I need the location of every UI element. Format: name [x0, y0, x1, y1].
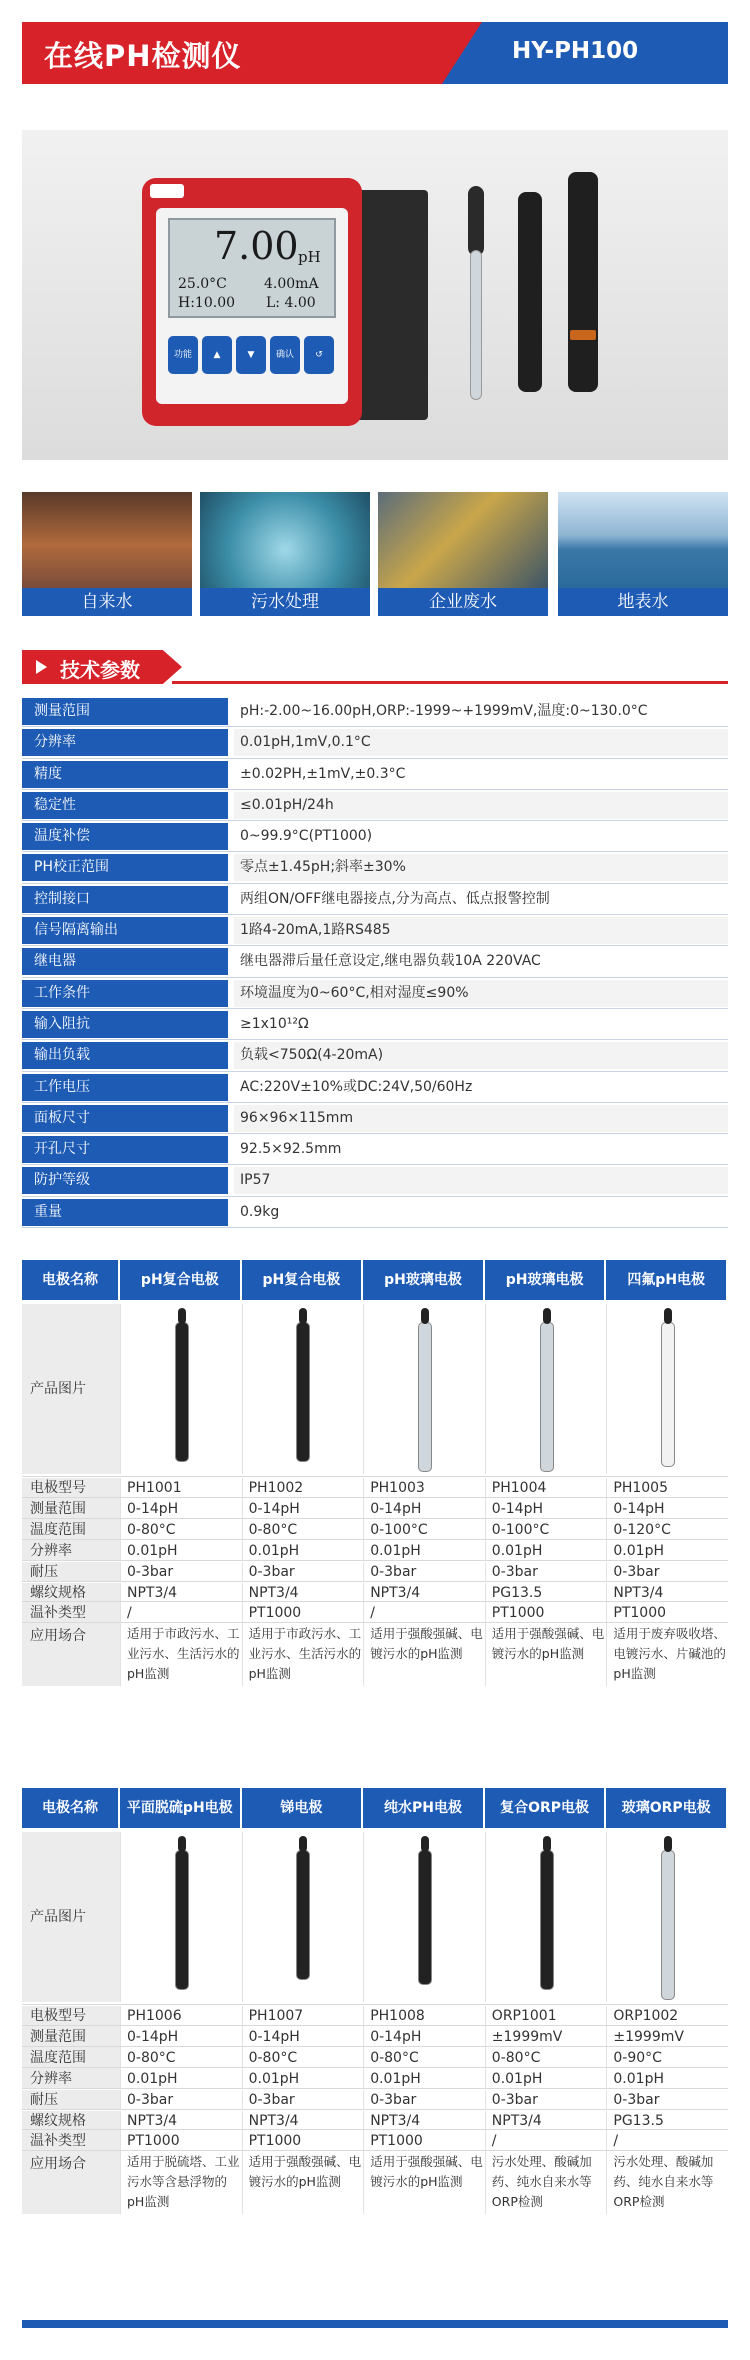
row-value: 0.01pH — [606, 1541, 728, 1562]
product-hero-image — [22, 130, 728, 460]
electrode-cable — [178, 1308, 186, 1324]
brand-logo — [150, 184, 184, 198]
row-value: NPT3/4 — [242, 1583, 364, 1604]
lcd-temperature: 25.0°C — [178, 276, 227, 292]
row-key: 螺纹规格 — [22, 2111, 120, 2132]
section-underline — [172, 681, 728, 684]
row-value: PT1000 — [242, 2131, 364, 2152]
section-title: 技术参数 — [60, 658, 140, 682]
row-value: 适用于强酸强碱、电镀污水的pH监测 — [242, 2152, 364, 2214]
row-divider — [22, 2025, 728, 2026]
row-value: / — [606, 2131, 728, 2152]
spec-key: 工作电压 — [22, 1074, 228, 1101]
section-header — [22, 650, 728, 684]
row-divider — [22, 2129, 728, 2130]
meter-confirm-button: 确认 — [270, 336, 300, 374]
row-value: ORP1002 — [606, 2006, 728, 2027]
row-divider — [22, 2004, 728, 2005]
electrode-image — [120, 1304, 242, 1474]
bottom-bar — [22, 2320, 728, 2328]
row-value: / — [363, 1603, 485, 1624]
probe-1-glass — [470, 250, 482, 400]
row-value: 0-100°C — [485, 1520, 607, 1541]
spec-value: 零点±1.45pH;斜率±30% — [240, 859, 406, 876]
row-value: 0-3bar — [242, 1562, 364, 1583]
row-value: PT1000 — [120, 2131, 242, 2152]
electrode-body — [175, 1850, 189, 1990]
row-value: PH1004 — [485, 1478, 607, 1499]
app-wastewater — [200, 492, 370, 616]
row-value: 污水处理、酸碱加药、纯水自来水等ORP检测 — [606, 2152, 728, 2214]
row-divider — [22, 1539, 728, 1540]
row-value: ±1999mV — [485, 2027, 607, 2048]
app-industrial-wastewater — [378, 492, 548, 616]
row-value: 0-80°C — [242, 2048, 364, 2069]
row-value: 适用于市政污水、工业污水、生活污水的pH监测 — [120, 1624, 242, 1686]
spec-row — [22, 978, 728, 1009]
spec-value: 92.5×92.5mm — [240, 1141, 342, 1158]
row-value: 0-3bar — [606, 2090, 728, 2111]
spec-row — [22, 696, 728, 727]
row-value: 0.01pH — [363, 2069, 485, 2090]
image-row-label: 产品图片 — [22, 1304, 120, 1474]
row-value: 0-120°C — [606, 1520, 728, 1541]
row-value: 0-3bar — [363, 2090, 485, 2111]
row-value: PT1000 — [485, 1603, 607, 1624]
electrode-image — [606, 1832, 728, 2002]
spec-key: 输入阻抗 — [22, 1011, 228, 1038]
row-divider — [22, 2109, 728, 2110]
electrode-body — [661, 1850, 675, 2000]
row-value: NPT3/4 — [485, 2111, 607, 2132]
spec-value: 96×96×115mm — [240, 1109, 354, 1126]
row-value: 0-14pH — [242, 2027, 364, 2048]
app-surface-water — [558, 492, 728, 616]
spec-row — [22, 1134, 728, 1165]
surface-water-image — [558, 492, 728, 588]
electrode-name: 纯水PH电极 — [363, 1788, 483, 1828]
spec-value: 0.9kg — [240, 1203, 280, 1220]
row-value: 0.01pH — [120, 2069, 242, 2090]
row-key: 温补类型 — [22, 2131, 120, 2152]
row-value: 0.01pH — [242, 2069, 364, 2090]
electrode-name: 锑电极 — [242, 1788, 362, 1828]
image-row-label: 产品图片 — [22, 1832, 120, 2002]
electrode-cable — [543, 1308, 551, 1324]
spec-row — [22, 852, 728, 883]
row-key: 电极型号 — [22, 1478, 120, 1499]
row-value: 0.01pH — [485, 2069, 607, 2090]
row-divider — [22, 1497, 728, 1498]
spec-key: PH校正范围 — [22, 854, 228, 881]
tap-water-image — [22, 492, 192, 588]
spec-row — [22, 1165, 728, 1196]
electrode-cable — [299, 1836, 307, 1852]
row-value: NPT3/4 — [242, 2111, 364, 2132]
spec-value: IP57 — [240, 1172, 271, 1189]
row-divider — [22, 2088, 728, 2089]
lcd-unit: pH — [298, 248, 321, 266]
row-value: NPT3/4 — [606, 1583, 728, 1604]
electrode-body — [296, 1850, 310, 1980]
row-value: 0-14pH — [606, 1499, 728, 1520]
wastewater-image — [200, 492, 370, 588]
row-value: 0.01pH — [606, 2069, 728, 2090]
electrode-body — [296, 1322, 310, 1462]
row-value: 污水处理、酸碱加药、纯水自来水等ORP检测 — [485, 2152, 607, 2214]
electrode-cable — [664, 1836, 672, 1852]
row-value: NPT3/4 — [363, 1583, 485, 1604]
row-value: 适用于强酸强碱、电镀污水的pH监测 — [485, 1624, 607, 1686]
row-value: 0-3bar — [120, 2090, 242, 2111]
electrode-image — [242, 1304, 364, 1474]
row-background — [234, 1167, 728, 1194]
play-arrow-icon — [36, 660, 47, 674]
spec-value: ≥1x10¹²Ω — [240, 1015, 309, 1032]
row-value: 0-14pH — [363, 1499, 485, 1520]
row-key: 应用场合 — [22, 1624, 120, 1686]
row-value: PT1000 — [242, 1603, 364, 1624]
row-value: 适用于废弃吸收塔、电镀污水、片碱池的pH监测 — [606, 1624, 728, 1686]
row-value: 0-3bar — [363, 1562, 485, 1583]
row-value: PH1001 — [120, 1478, 242, 1499]
electrode-cable — [664, 1308, 672, 1324]
probe-3 — [568, 172, 598, 392]
spec-key: 测量范围 — [22, 698, 228, 725]
lcd-main-value: 7.00 — [214, 224, 299, 268]
row-value: PH1006 — [120, 2006, 242, 2027]
spec-key: 重量 — [22, 1199, 228, 1226]
row-key: 温补类型 — [22, 1603, 120, 1624]
spec-value: 继电器滞后量任意设定,继电器负载10A 220VAC — [240, 953, 541, 970]
spec-row — [22, 727, 728, 758]
meter-function-button: 功能 — [168, 336, 198, 374]
row-divider — [22, 2150, 728, 2151]
probe-1-cap — [468, 186, 484, 256]
spec-key: 输出负载 — [22, 1042, 228, 1069]
spec-row — [22, 790, 728, 821]
spec-row — [22, 1072, 728, 1103]
row-value: PH1005 — [606, 1478, 728, 1499]
spec-value: 0.01pH,1mV,0.1°C — [240, 734, 371, 751]
electrode-cable — [421, 1836, 429, 1852]
row-value: 0.01pH — [485, 1541, 607, 1562]
probe-2 — [518, 192, 542, 392]
electrode-image — [606, 1304, 728, 1474]
meter-face — [156, 208, 348, 404]
title-banner — [22, 22, 728, 84]
electrode-name: pH复合电极 — [242, 1260, 362, 1300]
meter-up-button: ▲ — [202, 336, 232, 374]
application-scenes — [22, 492, 728, 616]
row-value: NPT3/4 — [120, 2111, 242, 2132]
industrial-image — [378, 492, 548, 588]
spec-key: 温度补偿 — [22, 823, 228, 850]
row-key: 电极型号 — [22, 2006, 120, 2027]
row-value: 0-14pH — [120, 2027, 242, 2048]
row-value: 0.01pH — [120, 1541, 242, 1562]
electrode-image — [120, 1832, 242, 2002]
row-value: 0-3bar — [485, 1562, 607, 1583]
electrode-name: 玻璃ORP电极 — [606, 1788, 726, 1828]
row-value: 0-3bar — [242, 2090, 364, 2111]
row-value: 适用于脱硫塔、工业污水等含悬浮物的pH监测 — [120, 2152, 242, 2214]
spec-row — [22, 821, 728, 852]
row-value: 0-90°C — [606, 2048, 728, 2069]
electrode-image — [363, 1304, 485, 1474]
row-value: ORP1001 — [485, 2006, 607, 2027]
row-value: 适用于强酸强碱、电镀污水的pH监测 — [363, 1624, 485, 1686]
electrode-body — [540, 1850, 554, 1990]
row-key: 温度范围 — [22, 1520, 120, 1541]
lcd-low-limit: L: 4.00 — [266, 295, 316, 311]
spec-row — [22, 1103, 728, 1134]
row-value: PH1008 — [363, 2006, 485, 2027]
spec-key: 信号隔离输出 — [22, 917, 228, 944]
header-label: 电极名称 — [22, 1788, 118, 1828]
spec-value: 环境温度为0~60°C,相对湿度≤90% — [240, 984, 469, 1001]
spec-value: ±0.02PH,±1mV,±0.3°C — [240, 765, 406, 782]
electrode-name: 复合ORP电极 — [485, 1788, 605, 1828]
spec-key: 面板尺寸 — [22, 1105, 228, 1132]
row-key: 螺纹规格 — [22, 1583, 120, 1604]
electrode-image — [485, 1304, 607, 1474]
row-value: PG13.5 — [485, 1583, 607, 1604]
row-key: 测量范围 — [22, 2027, 120, 2048]
spec-value: 1路4-20mA,1路RS485 — [240, 922, 391, 939]
spec-key: 工作条件 — [22, 980, 228, 1007]
spec-value: pH:-2.00~16.00pH,ORP:-1999~+1999mV,温度:0~130.0°C — [240, 703, 648, 719]
lcd-display — [168, 218, 336, 318]
row-value: PH1007 — [242, 2006, 364, 2027]
electrode-table-2 — [22, 1788, 728, 2313]
row-value: 0-80°C — [120, 2048, 242, 2069]
row-value: 适用于市政污水、工业污水、生活污水的pH监测 — [242, 1624, 364, 1686]
row-value: 0-3bar — [606, 1562, 728, 1583]
spec-row — [22, 915, 728, 946]
spec-row — [22, 1009, 728, 1040]
electrode-image — [363, 1832, 485, 2002]
spec-row — [22, 884, 728, 915]
ph-meter — [142, 178, 362, 426]
row-divider — [22, 2046, 728, 2047]
row-key: 测量范围 — [22, 1499, 120, 1520]
row-value: NPT3/4 — [120, 1583, 242, 1604]
row-value: ±1999mV — [606, 2027, 728, 2048]
meter-down-button: ▼ — [236, 336, 266, 374]
spec-row — [22, 1040, 728, 1071]
probe-3-ring — [570, 330, 596, 340]
page-title: 在线PH检测仪 — [44, 39, 242, 73]
row-value: NPT3/4 — [363, 2111, 485, 2132]
spec-table — [22, 696, 728, 1228]
electrode-cable — [178, 1836, 186, 1852]
row-divider — [22, 1560, 728, 1561]
electrode-body — [175, 1322, 189, 1462]
spec-key: 稳定性 — [22, 792, 228, 819]
model-number: HY-PH100 — [512, 38, 639, 64]
spec-key: 继电器 — [22, 948, 228, 975]
row-value: 0-80°C — [120, 1520, 242, 1541]
electrode-cable — [421, 1308, 429, 1324]
row-divider — [22, 1622, 728, 1623]
electrode-name: 平面脱硫pH电极 — [120, 1788, 240, 1828]
app-label: 地表水 — [558, 588, 728, 616]
row-key: 分辨率 — [22, 2069, 120, 2090]
row-divider — [22, 1476, 728, 1477]
row-value: PT1000 — [606, 1603, 728, 1624]
row-value: PH1002 — [242, 1478, 364, 1499]
row-value: PT1000 — [363, 2131, 485, 2152]
electrode-body — [540, 1322, 554, 1472]
row-value: 0.01pH — [363, 1541, 485, 1562]
spec-key: 防护等级 — [22, 1167, 228, 1194]
row-value: 0-80°C — [242, 1520, 364, 1541]
app-label: 企业废水 — [378, 588, 548, 616]
row-key: 耐压 — [22, 1562, 120, 1583]
row-value: / — [120, 1603, 242, 1624]
electrode-name: 四氟pH电极 — [606, 1260, 726, 1300]
row-key: 应用场合 — [22, 2152, 120, 2214]
row-divider — [22, 2067, 728, 2068]
row-value: 0-80°C — [363, 2048, 485, 2069]
lcd-current: 4.00mA — [264, 276, 319, 292]
row-key: 温度范围 — [22, 2048, 120, 2069]
electrode-cable — [543, 1836, 551, 1852]
app-label: 自来水 — [22, 588, 192, 616]
spec-key: 开孔尺寸 — [22, 1136, 228, 1163]
meter-return-button: ↺ — [304, 336, 334, 374]
electrode-name: pH玻璃电极 — [485, 1260, 605, 1300]
row-value: 0-3bar — [120, 1562, 242, 1583]
row-value: 0.01pH — [242, 1541, 364, 1562]
electrode-body — [661, 1322, 675, 1467]
spec-value: AC:220V±10%或DC:24V,50/60Hz — [240, 1078, 473, 1095]
electrode-cable — [299, 1308, 307, 1324]
row-key: 分辨率 — [22, 1541, 120, 1562]
header-label: 电极名称 — [22, 1260, 118, 1300]
electrode-name: pH复合电极 — [120, 1260, 240, 1300]
spec-key: 分辨率 — [22, 729, 228, 756]
row-divider — [22, 1581, 728, 1582]
electrode-table-1 — [22, 1260, 728, 1780]
spec-row — [22, 946, 728, 977]
spec-value: 两组ON/OFF继电器接点,分为高点、低点报警控制 — [240, 890, 550, 907]
row-value: PH1003 — [363, 1478, 485, 1499]
electrode-image — [242, 1832, 364, 2002]
row-value: 0-14pH — [485, 1499, 607, 1520]
row-key: 耐压 — [22, 2090, 120, 2111]
row-value: / — [485, 2131, 607, 2152]
lcd-high-limit: H:10.00 — [178, 295, 236, 311]
spec-value: ≤0.01pH/24h — [240, 796, 334, 813]
app-tap-water — [22, 492, 192, 616]
row-divider — [22, 1518, 728, 1519]
row-value: 0-14pH — [363, 2027, 485, 2048]
electrode-name: pH玻璃电极 — [363, 1260, 483, 1300]
row-value: 0-100°C — [363, 1520, 485, 1541]
row-divider — [22, 1601, 728, 1602]
spec-key: 精度 — [22, 761, 228, 788]
electrode-body — [418, 1322, 432, 1472]
row-value: PG13.5 — [606, 2111, 728, 2132]
spec-value: 0~99.9°C(PT1000) — [240, 828, 373, 845]
app-label: 污水处理 — [200, 588, 370, 616]
row-value: 0-14pH — [120, 1499, 242, 1520]
row-value: 0-3bar — [485, 2090, 607, 2111]
electrode-body — [418, 1850, 432, 1985]
spec-row — [22, 759, 728, 790]
row-value: 0-14pH — [242, 1499, 364, 1520]
row-value: 0-80°C — [485, 2048, 607, 2069]
electrode-image — [485, 1832, 607, 2002]
spec-key: 控制接口 — [22, 886, 228, 913]
row-value: 适用于强酸强碱、电镀污水的pH监测 — [363, 2152, 485, 2214]
spec-row — [22, 1197, 728, 1228]
spec-value: 负载<750Ω(4-20mA) — [240, 1047, 384, 1064]
